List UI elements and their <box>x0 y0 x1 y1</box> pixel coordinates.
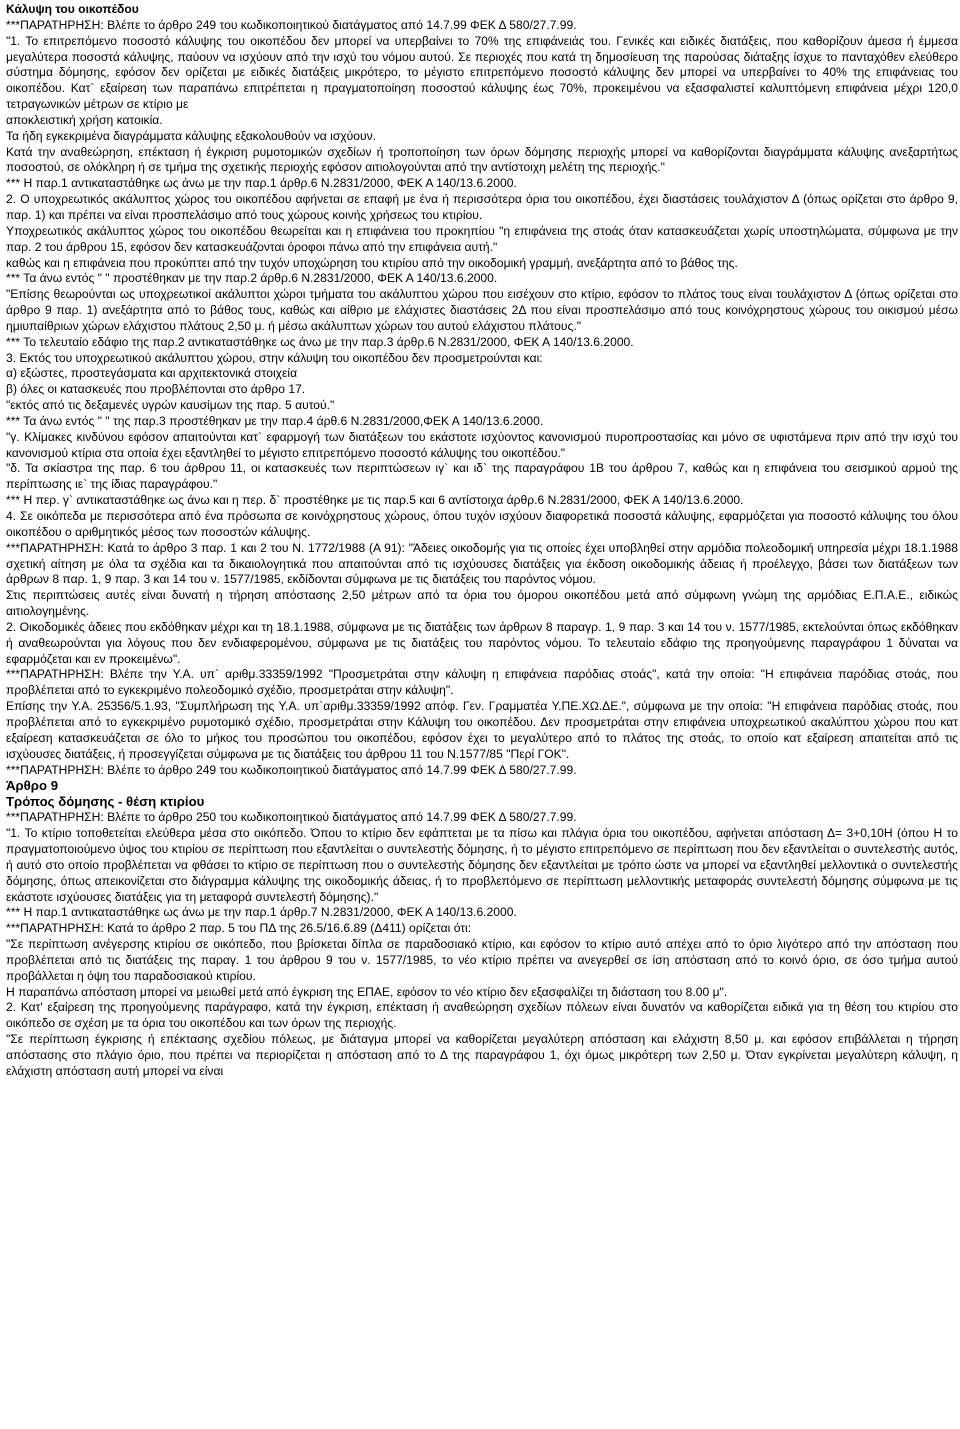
paragraph: 2. Κατ' εξαίρεση της προηγούμενης παράγραφο, κατά την έγκριση, επέκταση ή αναθεώρηση σχεδίων πόλεων είναι δυνατόν να καθορίζεται ειδικά για τη θέση του κτιρίου στο οικόπεδο σε σχέση με τα όρια του οικοπέδου και των όρων της περιοχής. <box>6 1000 958 1031</box>
paragraph: "1. Το κτίριο τοποθετείται ελεύθερα μέσα στο οικόπεδο. Όπου το κτίριο δεν εφάπτεται με τα πίσω και πλάγια όρια του οικοπέδου, αφήνεται απόσταση Δ= 3+0,10Η (όπου Η το πραγματοποιούμενο ύψος του κτιρίου σε περίπτωση που εξαντλείται ο συντελεστής δόμησης, ή το μέγιστο επιτρεπόμενο σε περίπτωση που δεν εξαντλείται ο συντελεστής αυτός, ή αυτό στο οποίο προβλέπεται να φθάσει το κτίριο σε περίπτωση που ο συντελεστής δόμησης δεν εξαντλείται με τρόπο ώστε να μπορεί να εξαντληθεί μελλοντικά ο συντελεστής δόμησης, όπως απεικονίζεται στο διάγραμμα κάλυψης της οικοδομικής άδειας, ή το προβλεπόμενο σε περίπτωση μελλοντικής μεταφοράς συντελεστή δόμησης σύμφωνα με τις εκάστοτε ισχύουσες διατάξεις για τη μεταφορά συντελεστή δόμησης)." <box>6 826 958 904</box>
paragraph: *** Η παρ.1 αντικαταστάθηκε ως άνω με την παρ.1 άρθρ.6 Ν.2831/2000, ΦΕΚ Α 140/13.6.2000. <box>6 176 517 191</box>
paragraph: Κατά την αναθεώρηση, επέκταση ή έγκριση ρυμοτομικών σχεδίων ή τροποποίηση των όρων δόμησης περιοχής μπορεί να καθορίζονται διαγράμματα κάλυψης ανεξαρτήτως ποσοστού, σε ολόκληρη ή σε τμήμα της σχετικής περιοχής εφόσον αιτιολογούνται από την αντίστοιχη μελέτη της περιοχής." <box>6 144 958 175</box>
section-heading: Τρόπος δόμησης - θέση κτιρίου <box>6 794 205 810</box>
paragraph: Η παραπάνω απόσταση μπορεί να μειωθεί μετά από έγκριση της ΕΠΑΕ, εφόσον το νέο κτίριο δεν εξασφαλίζει τη διάσταση του 8.00 μ". <box>6 984 728 999</box>
section-title: Κάλυψη του οικοπέδου <box>6 2 139 16</box>
paragraph: *** Η παρ.1 αντικαταστάθηκε ως άνω με την παρ.1 άρθρ.7 Ν.2831/2000, ΦΕΚ Α 140/13.6.2000. <box>6 905 517 920</box>
paragraph: 2. Οικοδομικές άδειες που εκδόθηκαν μέχρι και τη 18.1.1988, σύμφωνα με τις διατάξεις των άρθρων 8 παραγρ. 1, 9 παρ. 3 και 14 του ν. 1577/1985, εκτελούνται όπως εκδόθηκαν ή αναθεωρούνται για λόγους που δεν ενδιαφερομένου, σύμφωνα με τις διατάξεις του παρόντος νόμου. Το τελευταίο εδάφιο της προηγούμενης παραγράφου 1 δύναται να εφαρμόζεται και εν προκειμένω". <box>6 619 958 666</box>
paragraph: *** Το τελευταίο εδάφιο της παρ.2 αντικαταστάθηκε ως άνω με την παρ.3 άρθρ.6 Ν.2831/2000, ΦΕΚ Α 140/13.6.2000. <box>6 334 634 349</box>
paragraph: Υποχρεωτικός ακάλυπτος χώρος του οικοπέδου θεωρείται και η επιφάνεια του προκηπίου "η επιφάνεια της στοάς όταν κατασκευάζεται χωρίς υποστηλώματα, σύμφωνα με την παρ. 2 του άρθρου 15, εφόσον δεν κατασκευάζονται όροφοι πάνω από την επιφάνεια αυτή." <box>6 223 958 254</box>
paragraph: "Επίσης θεωρούνται ως υποχρεωτικοί ακάλυπτοι χώροι τμήματα του ακάλυπτου χώρου που εισέχουν στο κτίριο, εφόσον το πλάτος τους είναι τουλάχιστον Δ (όπως ορίζεται στο άρθρο 9 παρ. 1) ανεξάρτητα από το βάθος τους, καθώς και αίθριο με ελάχιστες διαστάσεις 2Δ που είναι προσπελάσιμο από τους κοινόχρηστους χώρους του οικισμού μέσω ημιυπαίθριων χώρων ελάχιστου πλάτους 2,50 μ. ή μέσω ακάλυπτων χώρων του αυτού ελάχιστου πλάτους." <box>6 287 958 333</box>
paragraph: Τα ήδη εγκεκριμένα διαγράμματα κάλυψης εξακολουθούν να ισχύουν. <box>6 128 377 143</box>
paragraph: "1. Το επιτρεπόμενο ποσοστό κάλυψης του οικοπέδου δεν μπορεί να υπερβαίνει το 70% της επιφάνειάς του. Γενικές και ειδικές διατάξεις, που καθορίζουν άμεσα ή έμμεσα μεγαλύτερα ποσοστά κάλυψης, παύουν να ισχύουν από την ισχύ του νόμου αυτού. Σε περιοχές που κατά τη δημοσίευση της παρούσας διάταξης ίσχυε το πανταχόθεν ελεύθερο σύστημα δόμησης, εφόσον δεν ορίζεται με ειδικές διατάξεις μικρότερο, το μέγιστο επιτρεπόμενο ποσοστό κάλυψης δεν μπορεί να υπερβαίνει το 40% της επιφάνειας του οικοπέδου. Κατ` εξαίρεση των παραπάνω επιτρέπεται η πραγματοποίηση ποσοστού κάλυψης έως 70%, προκειμένου να εξασφαλιστεί καλυπτόμενη επιφάνεια μέχρι 120,0 τετραγωνικών μέτρων σε κτίριο με <box>6 33 958 112</box>
section-heading: Άρθρο 9 <box>6 778 59 794</box>
paragraph: ***ΠΑΡΑΤΗΡΗΣΗ: Βλέπε το άρθρο 249 του κωδικοποιητικού διατάγματος από 14.7.99 ΦΕΚ Δ 580/27.7.99. <box>6 17 577 32</box>
paragraph: "Σε περίπτωση ανέγερσης κτιρίου σε οικόπεδο, που βρίσκεται δίπλα σε παραδοσιακό κτίριο, και εφόσον το κτίριο αυτό απέχει από το όριο λιγότερο από την απόσταση που προβλέπεται από τις διατάξεις της παραγ. 1 του άρθρου 9 του ν. 1577/1985, το νέο κτίριο πρέπει να ανεγερθεί σε ίση απόσταση από το κοινό όριο, σε όσο τμήμα αυτού προβάλλεται η όψη του παραδοσιακού κτιρίου. <box>6 937 958 983</box>
paragraph: ***ΠΑΡΑΤΗΡΗΣΗ: Βλέπε το άρθρο 249 του κωδικοποιητικού διατάγματος από 14.7.99 ΦΕΚ Δ 580/27.7.99. <box>6 762 577 777</box>
paragraph: ***ΠΑΡΑΤΗΡΗΣΗ: Βλέπε την Υ.Α. υπ` αριθμ.33359/1992 "Προσμετράται στην κάλυψη η επιφάνεια παρόδιας στοάς", κατά την οποία: "Η επιφάνεια παρόδιας στοάς, που προβλέπεται από το εγκεκριμένο πολεοδομικό σχέδιο, προσμετράται στην κάλυψη". <box>6 667 958 698</box>
paragraph: "Σε περίπτωση έγκρισης ή επέκτασης σχεδίου πόλεως, με διάταγμα μπορεί να καθορίζεται μεγαλύτερη απόσταση και ελάχιστη 8,50 μ. και εφόσον επιβάλλεται η τήρηση απόστασης στο πλάγιο όριο, που πρέπει να περιορίζεται η απόσταση από το Δ της παραγράφου 1, όχι όμως μικρότερη των 2,50 μ. Όταν εγκρίνεται μεγαλύτερη κάλυψη, η ελάχιστη απόσταση αυτή μπορεί να είναι <box>6 1032 958 1078</box>
paragraph: β) όλες οι κατασκευές που προβλέπονται στο άρθρο 17. <box>6 382 306 397</box>
paragraph: ***ΠΑΡΑΤΗΡΗΣΗ: Κατά το άρθρο 2 παρ. 5 του ΠΔ της 26.5/16.6.89 (Δ411) ορίζεται ότι: <box>6 921 472 936</box>
paragraph: 3. Εκτός του υποχρεωτικού ακάλυπτου χώρου, στην κάλυψη του οικοπέδου δεν προσμετρούνται και: <box>6 350 543 365</box>
paragraph: ***ΠΑΡΑΤΗΡΗΣΗ: Βλέπε το άρθρο 250 του κωδικοποιητικού διατάγματος από 14.7.99 ΦΕΚ Δ 580/27.7.99. <box>6 810 577 825</box>
paragraph: *** Τα άνω εντός " " προστέθηκαν με την παρ.2 άρθρ.6 Ν.2831/2000, ΦΕΚ Α 140/13.6.2000. <box>6 271 498 286</box>
paragraph: α) εξώστες, προστεγάσματα και αρχιτεκτονικά στοιχεία <box>6 366 298 381</box>
paragraph: 2. Ο υποχρεωτικός ακάλυπτος χώρος του οικοπέδου αφήνεται σε επαφή με ένα ή περισσότερα όρια του οικοπέδου, έχει διαστάσεις τουλάχιστον Δ (όπως ορίζεται στο άρθρο 9, παρ. 1) και πρέπει να είναι προσπελάσιμο από τους χώρους κοινής χρήσεως του κτιρίου. <box>6 192 958 222</box>
paragraph: Στις περιπτώσεις αυτές είναι δυνατή η τήρηση απόστασης 2,50 μέτρων από τα όρια του όμορου οικοπέδου μετά από σύμφωνη γνώμη της αρμόδιας Ε.Π.Α.Ε., ειδικώς αιτιολογημένης. <box>6 588 958 619</box>
paragraph: *** Η περ. γ` αντικαταστάθηκε ως άνω και η περ. δ` προστέθηκε με τις παρ.5 και 6 αντίστοιχα άρθρ.6 Ν.2831/2000, ΦΕΚ Α 140/13.6.2000. <box>6 493 744 508</box>
paragraph: καθώς και η επιφάνεια που προκύπτει από την τυχόν υποχώρηση του κτιρίου από την οικοδομική γραμμή, ανεξάρτητα από το βάθος της. <box>6 255 738 270</box>
paragraph: "εκτός από τις δεξαμενές υγρών καυσίμων της παρ. 5 αυτού." <box>6 398 335 413</box>
paragraph: Επίσης την Υ.Α. 25356/5.1.93, "Συμπλήρωση της Υ.Α. υπ`αριθμ.33359/1992 απόφ. Γεν. Γραμματέα Υ.ΠΕ.ΧΩ.ΔΕ.", σύμφωνα με την οποία: "Η επιφάνεια παρόδιας στοάς, που προβλέπεται από το εγκεκριμένο ρυμοτομικό σχέδιο, προσμετράται στην Κάλυψη του οικοπέδου. Δεν προσμετράται στην επιφάνεια υποχρεωτικού ακαλύπτου χώρου που κατ εξαίρεση κατασκευάζεται σε όλο το μήκος του προσώπου του οικοπέδου, εφόσον έχει το μεγαλύτερο από το πλάτος της στοάς, το οποίο κατ εξαίρεση απαιτείται από τις ισχύουσες διατάξεις, ή προσεγγίζεται σύμφωνα με τις διατάξεις του άρθρου 11 του Ν.1577/85 "Περί ΓΟΚ". <box>6 699 958 761</box>
paragraph: "γ. Κλίμακες κινδύνου εφόσον απαιτούνται κατ` εφαρμογή των διατάξεων του εκάστοτε ισχύοντος κανονισμού πυροπροστασίας και μόνο σε υφιστάμενα πριν από την ισχύ του κανονισμού κτίρια στα οποία έχει εξαντληθεί το μέγιστο επιτρεπόμενο ποσοστό κάλυψης του οικοπέδου." <box>6 429 958 460</box>
paragraph: ***ΠΑΡΑΤΗΡΗΣΗ: Κατά το άρθρο 3 παρ. 1 και 2 του Ν. 1772/1988 (Α 91): "Άδειες οικοδομής για τις οποίες έχει υποβληθεί στην αρμόδια πολεοδομική υπηρεσία μέχρι 18.1.1988 σχετική αίτηση με όλα τα σχέδια και τα δικαιολογητικά που απαιτούνται από τις ισχύουσες διατάξεις για έκδοση οικοδομικής άδειας ή προέλεγχο, βάσει των διατάξεων των άρθρων 8 παρ. 1, 9 παρ. 3 και 14 του ν. 1577/1985, εκδίδονται σύμφωνα με τις διατάξεις του παρόντος νόμου. <box>6 540 958 587</box>
paragraph: "δ. Τα σκίαστρα της παρ. 6 του άρθρου 11, οι κατασκευές των περιπτώσεων ιγ` και ιδ` της παραγράφου 1Β του άρθρου 7, καθώς και η επιφάνεια του σεισμικού αρμού της περίπτωσης ιε` της ίδιας παραγράφου." <box>6 461 958 492</box>
paragraph: *** Τα άνω εντός " " της παρ.3 προστέθηκαν με την παρ.4 άρθ.6 Ν.2831/2000,ΦΕΚ Α 140/13.6.2000. <box>6 413 544 428</box>
document-body <box>6 18 958 1080</box>
paragraph: 4. Σε οικόπεδα με περισσότερα από ένα πρόσωπα σε κοινόχρηστους χώρους, όπου τυχόν ισχύουν διαφορετικά ποσοστά κάλυψης, εφαρμόζεται για ποσοστό κάλυψης του όλου οικοπέδου ο αριθμητικός μέσος των ποσοστών κάλυψης. <box>6 509 958 539</box>
paragraph: αποκλειστική χρήση κατοικία. <box>6 112 163 127</box>
